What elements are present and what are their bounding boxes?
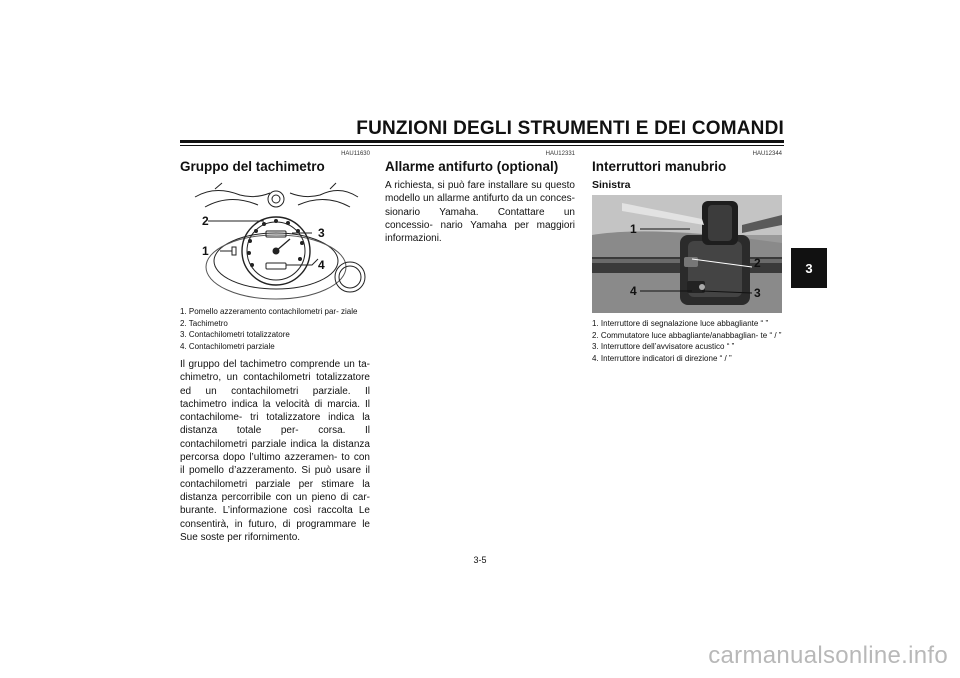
figure-label: 1 [202, 244, 209, 258]
figure-label: 2 [754, 256, 761, 270]
page-header-title: FUNZIONI DEGLI STRUMENTI E DEI COMANDI [356, 118, 784, 139]
section-body: A richiesta, si può fare installare su questo modello un allarme antifurto da un conces- sionario Yamaha. Contattare un concessio- nario Yamaha per maggiori informazioni. [385, 180, 575, 245]
section-subtitle: Sinistra [592, 179, 631, 191]
watermark: carmanualsonline.info [708, 642, 948, 669]
caption-item: 2. Commutatore luce abbagliante/anabbaglian- te “ / ” [592, 330, 782, 340]
caption-item: 3. Contachilometri totalizzatore [180, 330, 290, 339]
figure-captions [180, 307, 370, 352]
section-title: Gruppo del tachimetro [180, 159, 325, 174]
section-code: HAU12344 [752, 151, 782, 157]
speedometer-illustration [180, 179, 370, 301]
figure-label: 2 [202, 214, 209, 228]
figure-captions [592, 319, 782, 364]
page-number: 3-5 [473, 555, 487, 565]
speedometer-figure [180, 179, 370, 301]
figure-label: 3 [754, 286, 761, 300]
section-tachimetro [180, 150, 370, 544]
caption-item: 1. Interruttore di segnalazione luce abbagliante “ ” [592, 319, 769, 328]
section-title: Interruttori manubrio [592, 159, 727, 174]
section-allarme [385, 150, 575, 245]
caption-item: 4. Interruttore indicatori di direzione “ / ” [592, 353, 732, 363]
caption-item: 3. Interruttore dell’avvisatore acustico “ ” [592, 342, 735, 351]
figure-label: 4 [630, 284, 637, 298]
section-code: HAU12331 [545, 151, 575, 157]
figure-label: 3 [318, 226, 325, 240]
section-body: Il gruppo del tachimetro comprende un ta- chimetro, un contachilometri totalizzatore ed un contachilometri parziale. Il tachimetro indica la velocità di marcia. Il contachilome- tri totalizzatore indica la distanza totale per- corsa. Il contachilometri parziale indica la distanza percorsa dopo l’ultimo azzeramen- to con il pomello d’azzeramento. Si può usare il contachilometri parziale per stimare la distanza percorribile con un pieno di car- burante. L’informazione così raccolta Le consentirà, in futuro, di programmare le Sue soste per rifornimento. [180, 359, 370, 543]
section-interruttori [592, 150, 782, 370]
handlebar-switch-figure [592, 195, 782, 313]
section-title: Allarme antifurto (optional) [385, 159, 559, 174]
header-rule [180, 140, 784, 146]
caption-item: 1. Pomello azzeramento contachilometri par- ziale [180, 307, 358, 316]
section-code: HAU11630 [341, 151, 370, 157]
caption-item: 2. Tachimetro [180, 318, 228, 328]
figure-label: 1 [630, 222, 637, 236]
chapter-tab: 3 [791, 248, 827, 288]
figure-label: 4 [318, 258, 325, 272]
caption-item: 4. Contachilometri parziale [180, 341, 275, 351]
